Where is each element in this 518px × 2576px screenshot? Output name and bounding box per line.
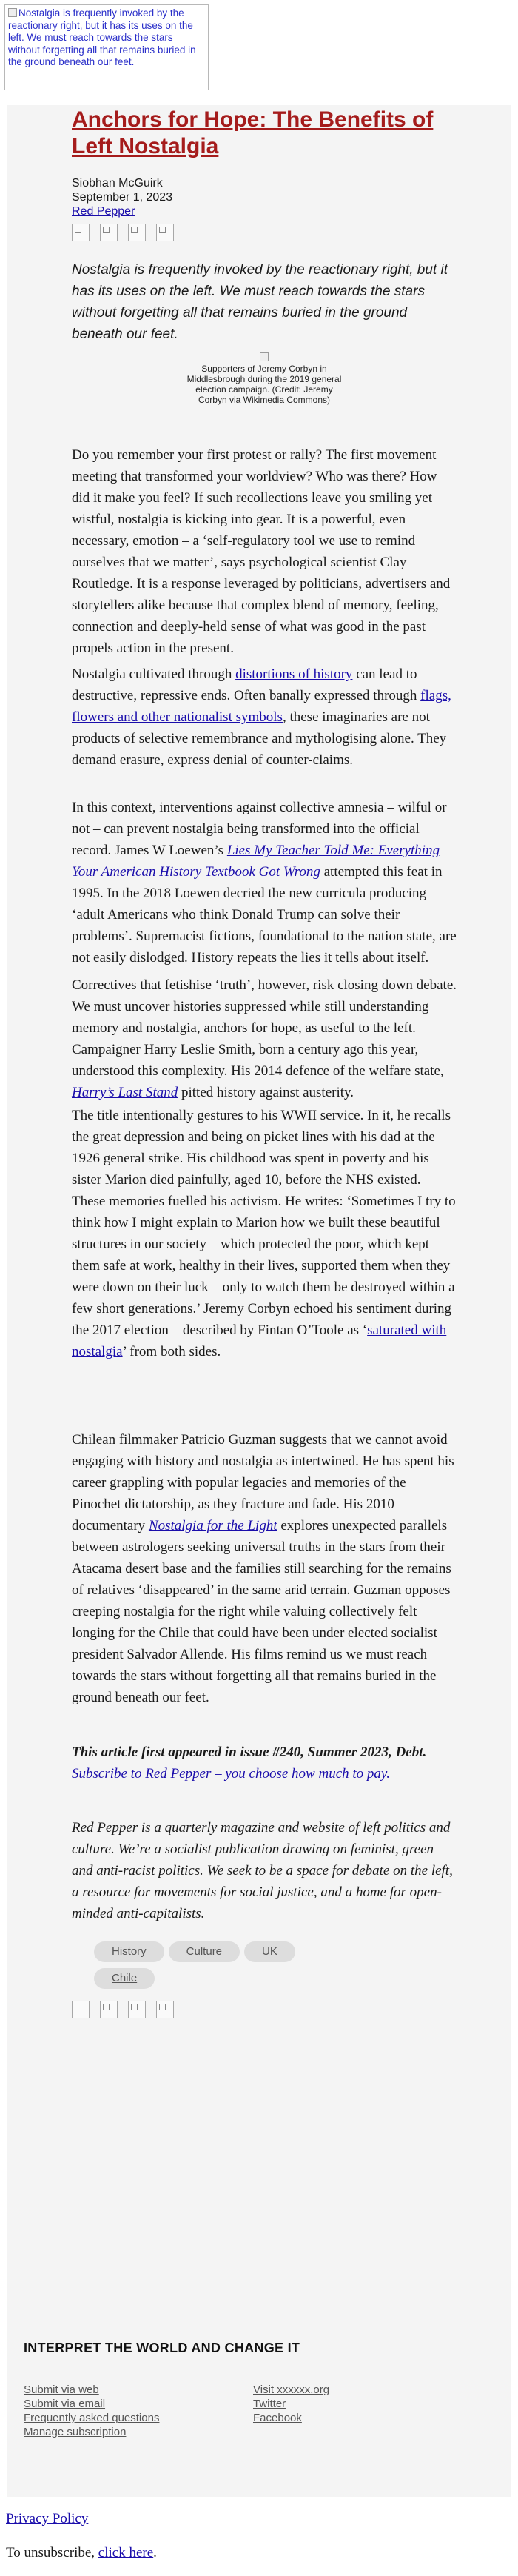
broken-image-icon bbox=[260, 352, 269, 361]
first-appeared-note bbox=[72, 1742, 457, 1784]
unsubscribe-text: To unsubscribe, bbox=[6, 2545, 98, 2560]
standfirst: Nostalgia is frequently invoked by the reactionary right, but it has its uses on the left. We must reach towards the stars without forgetting all that remains buried in the ground beneath our feet. bbox=[72, 262, 448, 342]
saturated-with-nostalgia-link[interactable]: saturated with nostalgia bbox=[72, 1322, 447, 1359]
broken-image-icon bbox=[8, 8, 17, 17]
faq-link[interactable]: Frequently asked questions bbox=[24, 2412, 160, 2424]
paragraph-4 bbox=[72, 974, 457, 1103]
publication-link[interactable]: Red Pepper bbox=[72, 205, 135, 218]
about-red-pepper: Red Pepper is a quarterly magazine and website of left politics and culture. We’re a socialist publication drawing on feminist, green and anti-racist politics. We seek to be a space for debate on the left, a resource for movements for social justice, and a home for open-minded anti-capitalists. bbox=[72, 1820, 453, 1921]
paragraph-3 bbox=[72, 797, 457, 968]
share-bar-top bbox=[72, 224, 174, 241]
text: can lead to destructive, repressive ends. Often banally expressed through bbox=[72, 666, 421, 703]
privacy-policy-link[interactable]: Privacy Policy bbox=[6, 2511, 89, 2526]
publish-date: September 1, 2023 bbox=[72, 191, 173, 204]
submit-web-link[interactable]: Submit via web bbox=[24, 2383, 99, 2396]
visit-site-link[interactable]: Visit xxxxxx.org bbox=[253, 2383, 330, 2396]
article-meta bbox=[72, 176, 172, 218]
tag-chile[interactable]: Chile bbox=[94, 1968, 155, 1989]
submit-email-link[interactable]: Submit via email bbox=[24, 2398, 106, 2410]
paragraph-1: Do you remember your first protest or rally? The first movement meeting that transformed your worldview? Who was there? How did it make you feel? If such recollections leave you smiling yet wistful, nostalgia is kicking into gear. It is a powerful, even necessary, emotion – a ‘self-regulatory tool we use to remind ourselves that we matter’, says psychological scientist Clay Routledge. It is a response leveraged by politicians, advertisers and storytellers alike because that complex blend of memory, feeling, connection and deeply-held sense of what was good in the past propels action in the present. bbox=[72, 447, 451, 656]
privacy-row bbox=[6, 2510, 88, 2528]
paragraph-2 bbox=[72, 663, 457, 771]
text: ’ from both sides. bbox=[122, 1344, 221, 1359]
share-bar-bottom bbox=[72, 2001, 174, 2018]
distortions-of-history-link[interactable]: distortions of history bbox=[235, 666, 353, 682]
nostalgia-for-the-light-link[interactable]: Nostalgia for the Light bbox=[148, 1518, 278, 1533]
lies-my-teacher-link[interactable]: Lies My Teacher Told Me: Everything Your American History Textbook Got Wrong bbox=[72, 843, 440, 880]
share-twitter-icon[interactable] bbox=[100, 224, 118, 241]
share-linkedin-icon[interactable] bbox=[128, 2001, 146, 2018]
facebook-link[interactable]: Facebook bbox=[253, 2412, 302, 2424]
unsubscribe-link[interactable]: click here bbox=[98, 2545, 154, 2560]
figure-caption: Supporters of Jeremy Corbyn in Middlesbrough during the 2019 general election campaign. (Credit: Jeremy Corbyn via Wikimedia Commons) bbox=[186, 364, 342, 405]
text: attempted this feat in 1995. In the 2018 Loewen decried the new curricula producing ‘adult Americans who think Donald Trump can solve their problems’. Supremacist fictions, foundational to the nation state, are not easily dislodged. History repeats the lies it tells about itself. bbox=[72, 864, 457, 966]
text: The title intentionally gestures to his WWII service. In it, he recalls the great depression and being on picket lines with his dad at the 1926 general strike. His childhood was spent in poverty and his sister Marion died painfully, aged 10, before the NHS existed. These memories fuelled his activism. He writes: ‘Sometimes I try to think how I might explain to Marion how we built these beautiful structures in our society – which protected the poor, which kept them safe at work, healthy in their lives, supported them when they were down on their luck – only to watch them be destroyed within a few short generations.’ Jeremy Corbyn echoed his sentiment during the 2017 election – described by Fintan O’Toole as ‘ bbox=[72, 1108, 456, 1338]
author: Siobhan McGuirk bbox=[72, 177, 163, 190]
nationalist-symbols-link[interactable]: flags, flowers and other nationalist symbols bbox=[72, 688, 451, 725]
share-facebook-icon[interactable] bbox=[72, 224, 90, 241]
tag-uk[interactable]: UK bbox=[244, 1941, 295, 1962]
twitter-link[interactable]: Twitter bbox=[253, 2398, 286, 2410]
unsubscribe-end: . bbox=[153, 2545, 157, 2560]
tag-culture[interactable]: Culture bbox=[169, 1941, 240, 1962]
manage-subscription-link[interactable]: Manage subscription bbox=[24, 2426, 127, 2438]
tag-history[interactable]: History bbox=[94, 1941, 164, 1962]
figure bbox=[183, 352, 346, 405]
unsubscribe-row bbox=[6, 2544, 157, 2562]
share-email-icon[interactable] bbox=[156, 224, 174, 241]
paragraph-5 bbox=[72, 1105, 457, 1362]
share-linkedin-icon[interactable] bbox=[128, 224, 146, 241]
text: Nostalgia cultivated through bbox=[72, 666, 236, 682]
header-image-alt: Nostalgia is frequently invoked by the reactionary right, but it has its uses on the left. We must reach towards the stars without forgetting all that remains buried in the ground beneath our feet. bbox=[8, 7, 196, 67]
tag-list bbox=[94, 1941, 338, 1989]
text: pitted history against austerity. bbox=[178, 1085, 354, 1100]
subscribe-link[interactable]: Subscribe to Red Pepper – you choose how much to pay. bbox=[72, 1766, 391, 1782]
issue-note: This article first appeared in issue #240, Summer 2023, Debt. bbox=[72, 1744, 427, 1760]
footer-left-column bbox=[24, 2383, 159, 2439]
header-image bbox=[4, 4, 209, 90]
footer-heading: INTERPRET THE WORLD AND CHANGE IT bbox=[24, 2341, 300, 2355]
share-email-icon[interactable] bbox=[156, 2001, 174, 2018]
text: explores unexpected parallels between astrologers seeking universal truths in the stars from their Atacama desert base and the families still searching for the remains of relatives ‘disappeared’ in the same arid terrain. Guzman opposes creeping nostalgia for the right while valuing collectively felt longing for the Chile that could have been under elected socialist president Salvador Allende. His films remind us we must reach towards the stars without forgetting all that remains buried in the ground beneath our feet. bbox=[72, 1518, 451, 1705]
article-title[interactable]: Anchors for Hope: The Benefits of Left Nostalgia bbox=[72, 107, 434, 158]
text: In this context, interventions against collective amnesia – wilful or not – can prevent nostalgia being transformed into the official record. James W Loewen’s bbox=[72, 800, 447, 858]
footer-right-column bbox=[253, 2383, 329, 2425]
share-facebook-icon[interactable] bbox=[72, 2001, 90, 2018]
text: Correctives that fetishise ‘truth’, however, risk closing down debate. We must uncover histories suppressed while still understanding memory and nostalgia, anchors for hope, as useful to the left. Campaigner Harry Leslie Smith, born a century ago this year, understood this complexity. His 2014 defence of the welfare state, bbox=[72, 977, 457, 1079]
text: , these imaginaries are not products of selective remembrance and mythologising alone. They demand erasure, express denial of counter-claims. bbox=[72, 709, 447, 768]
footer bbox=[24, 2340, 490, 2438]
harrys-last-stand-link[interactable]: Harry’s Last Stand bbox=[72, 1085, 178, 1100]
share-twitter-icon[interactable] bbox=[100, 2001, 118, 2018]
paragraph-6 bbox=[72, 1429, 457, 1708]
text: Chilean filmmaker Patricio Guzman suggests that we cannot avoid engaging with history and nostalgia as intertwined. He has spent his career grappling with popular legacies and memories of the Pinochet dictatorship, as they fracture and fade. His 2010 documentary bbox=[72, 1432, 454, 1533]
article-card bbox=[7, 105, 511, 2497]
